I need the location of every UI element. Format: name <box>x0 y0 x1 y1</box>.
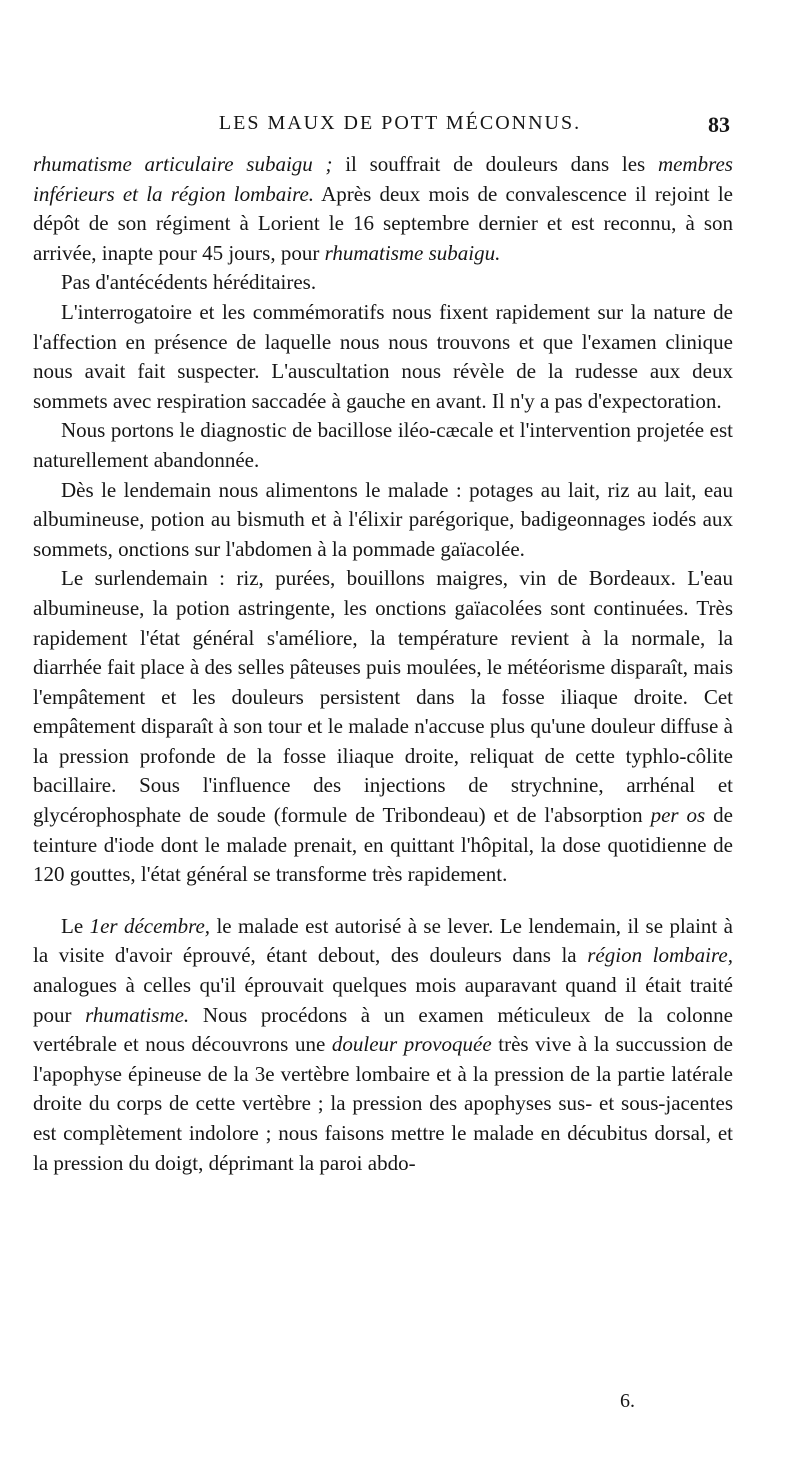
paragraph <box>33 268 733 298</box>
paragraph <box>33 564 733 890</box>
text-run: L'interrogatoire et les commémoratifs nous fixent rapidement sur la nature de l'affection en présence de laquelle nous nous trouvons et que l'examen clinique nous avait fait suspecter. L'auscultation nous révèle de la rudesse aux deux sommets avec respiration saccadée à gauche en avant. Il n'y a pas d'expectoration. <box>33 299 733 413</box>
italic-run: rhumatisme subaigu. <box>324 240 501 265</box>
body-text <box>33 150 733 1178</box>
text-run: il souffrait de douleurs dans les <box>332 152 658 176</box>
text-run: Pas d'antécédents héréditaires. <box>61 270 317 295</box>
paragraph <box>33 912 733 1178</box>
text-run: de teinture d'iode dont le malade prenait, en quittant l'hôpital, la dose quotidienne de 120 gouttes, l'état général se transforme très rapidement. <box>33 803 733 887</box>
paragraph <box>33 298 733 416</box>
running-title: LES MAUX DE POTT MÉCONNUS. <box>218 112 582 134</box>
paragraph <box>33 416 733 475</box>
italic-run: rhumatisme. <box>85 1002 190 1027</box>
text-run: analogues à celles qu'il éprouvait quelques mois auparavant quand il était traité pour <box>33 973 733 1027</box>
italic-run: douleur provoquée <box>331 1032 492 1057</box>
text-run: Après deux mois de convalescence il rejoint le dépôt de son régiment à Lorient le 16 septembre dernier et est reconnu, à son arrivée, inapte pour 45 jours, pour <box>33 181 733 265</box>
text-run: Le surlendemain : riz, purées, bouillons maigres, vin de Bordeaux. L'eau albumineuse, la potion astringente, les onctions gaïacolées sont continuées. Très rapidement l'état général s'améliore, la température revient à la normale, la diarrhée fait place à des selles pâteuses puis moulées, le météorisme disparaît, mais l'empâtement et les douleurs persistent dans la fosse iliaque droite. Cet empâtement disparaît à son tour et le malade n'accuse plus qu'une douleur diffuse à la pression profonde de la fosse iliaque droite, reliquat de cette typhlo-côlite bacillaire. Sous l'influence des injections de strychnine, arrhénal et glycérophosphate de soude (formule de Tribondeau) et de l'absorption <box>33 566 733 828</box>
text-run: Dès le lendemain nous alimentons le malade : potages au lait, riz au lait, eau albumineuse, potion au bismuth et à l'élixir parégorique, badigeonnages iodés aux sommets, onctions sur l'abdomen à la pommade gaïacolée. <box>33 477 733 561</box>
text-run: le malade est autorisé à se lever. Le lendemain, il se plaint à la visite d'avoir éprouvé, étant debout, des douleurs dans la <box>33 913 733 968</box>
paragraph <box>33 150 733 268</box>
signature-mark: 6. <box>620 1390 635 1412</box>
italic-run: région lombaire, <box>587 943 733 968</box>
text-run: Nous procédons à un examen méticuleux de la colonne vertébrale et nous découvrons une <box>33 1002 733 1057</box>
italic-run: rhumatisme articulaire subaigu ; <box>33 152 333 176</box>
text-run: Le <box>61 913 90 938</box>
page-number: 83 <box>708 112 730 137</box>
italic-run: membres inférieurs et la région lombaire. <box>33 152 733 206</box>
paragraph <box>33 476 733 565</box>
italic-run: 1er décembre, <box>89 913 211 938</box>
italic-run: per os <box>650 803 706 828</box>
text-run: très vive à la succussion de l'apophyse épineuse de la 3e vertèbre lombaire et à la pression de la partie latérale droite du corps de cette vertèbre ; la pression des apophyses sus- et sous-jacentes est complètement indolore ; nous faisons mettre le malade en décubitus dorsal, et la pression du doigt, déprimant la paroi abdo- <box>33 1032 733 1175</box>
text-run: Nous portons le diagnostic de bacillose iléo-cæcale et l'intervention projetée est naturellement abandonnée. <box>33 418 733 472</box>
